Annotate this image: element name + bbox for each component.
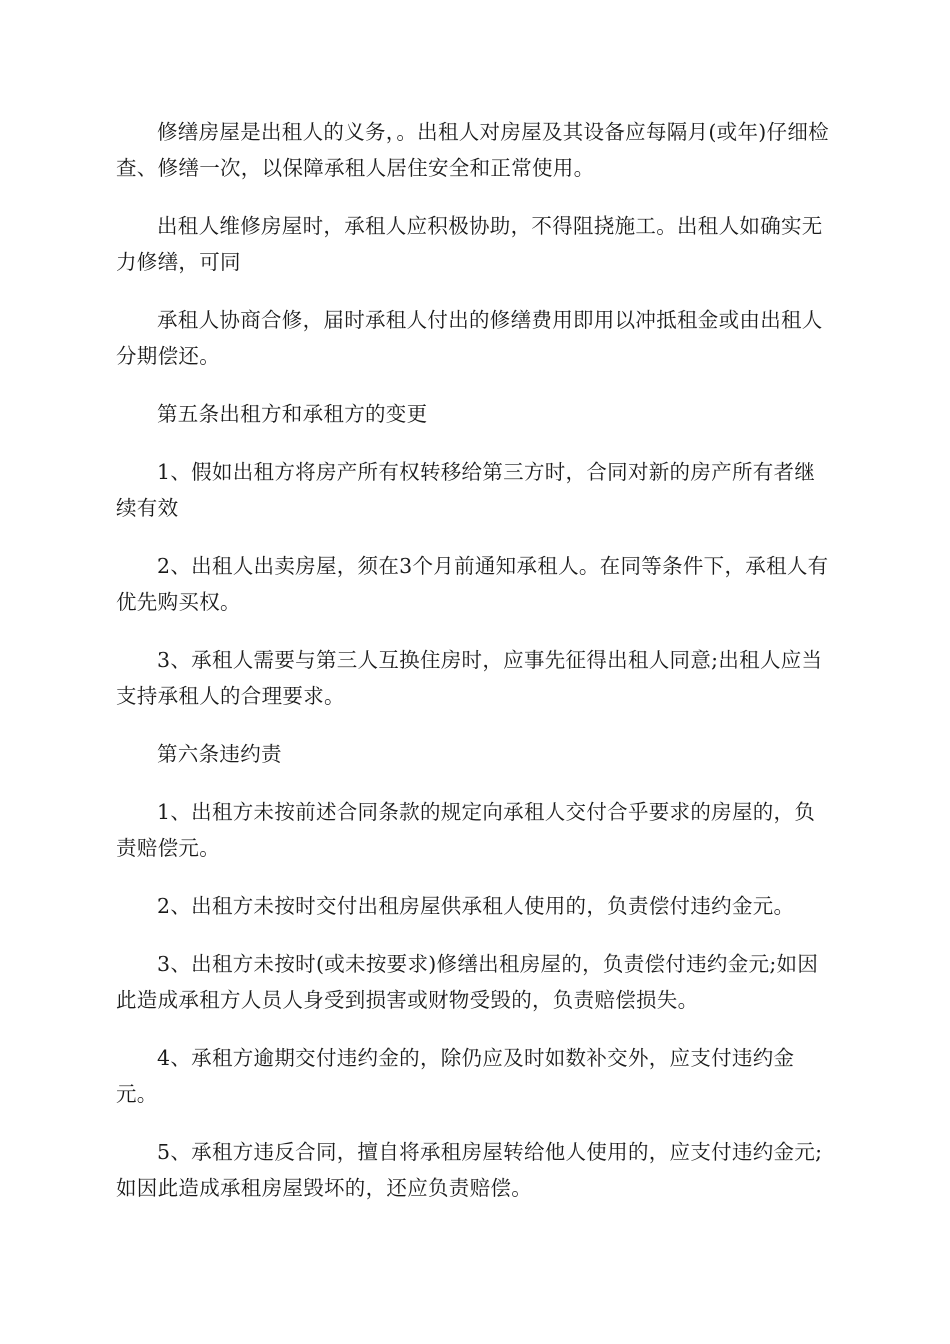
article-six-item-4: 4、承租方逾期交付违约金的，除仍应及时如数补交外，应支付违约金元。 [116,1046,795,1106]
paragraph-repair-duty: 修缮房屋是出租人的义务，。出租人对房屋及其设备应每隔月(或年)仔细检查、修缮一次，以保障承租人居住安全和正常使用。 [116,120,829,180]
article-five-heading: 第五条出租方和承租方的变更 [157,402,428,426]
article-five-item-2: 2、出租人出卖房屋，须在3个月前通知承租人。在同等条件下，承租人有优先购买权。 [116,554,829,614]
paragraph-joint-repair: 承租人协商合修，届时承租人付出的修缮费用即用以冲抵租金或由出租人分期偿还。 [116,308,823,368]
article-six-item-2: 2、出租方未按时交付出租房屋供承租人使用的，负责偿付违约金元。 [157,894,795,918]
article-five-item-3: 3、承租人需要与第三人互换住房时，应事先征得出租人同意;出租人应当支持承租人的合理要求。 [116,648,823,708]
article-six-item-5: 5、承租方违反合同，擅自将承租房屋转给他人使用的，应支付违约金元;如因此造成承租房屋毁坏的，还应负责赔偿。 [116,1140,823,1200]
article-six-heading: 第六条违约责 [157,742,282,766]
article-six-item-3: 3、出租方未按时(或未按要求)修缮出租房屋的，负责偿付违约金元;如因此造成承租方人员人身受到损害或财物受毁的，负责赔偿损失。 [116,952,819,1012]
paragraph-repair-cooperation: 出租人维修房屋时，承租人应积极协助，不得阻挠施工。出租人如确实无力修缮，可同 [116,214,823,274]
article-six-item-1: 1、出租方未按前述合同条款的规定向承租人交付合乎要求的房屋的，负责赔偿元。 [116,800,816,860]
article-five-item-1: 1、假如出租方将房产所有权转移给第三方时，合同对新的房产所有者继续有效 [116,460,816,520]
document-body [116,114,834,1228]
